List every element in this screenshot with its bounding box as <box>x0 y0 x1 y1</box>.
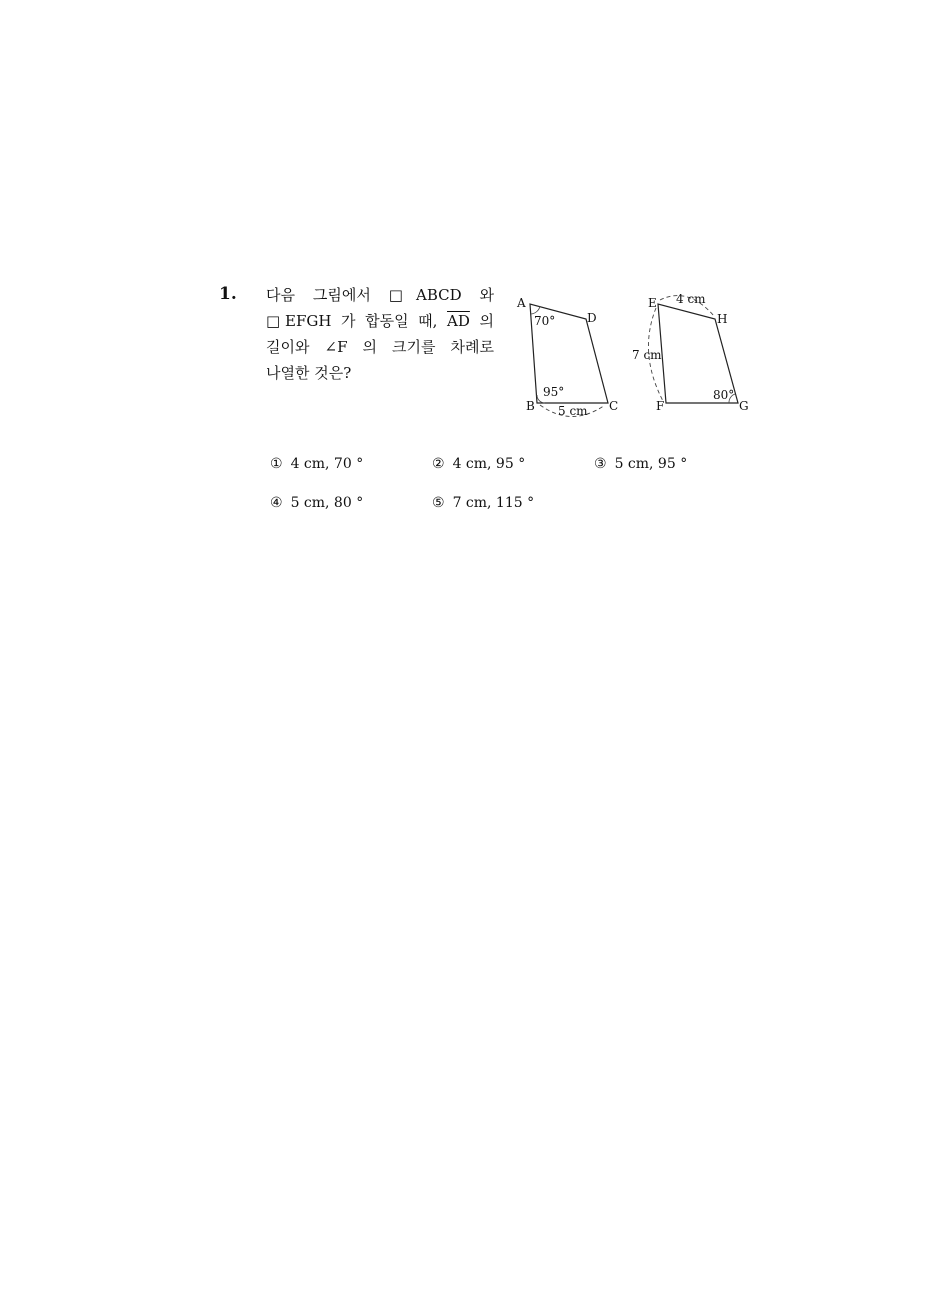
stem-line-2 <box>266 308 494 334</box>
choice-4[interactable] <box>270 495 363 511</box>
choice-1-text: 4 cm, 70 ° <box>290 456 364 472</box>
choice-4-mark: ④ <box>270 495 283 511</box>
choice-5-text: 7 cm, 115 ° <box>452 495 535 511</box>
choice-3[interactable] <box>594 456 687 472</box>
stem-line-2-text: □EFGH 가 합동일 때, <box>266 312 438 330</box>
quadrilateral-figure <box>510 288 760 428</box>
choice-3-text: 5 cm, 95 ° <box>614 456 688 472</box>
side-eh-length: 4 cm <box>676 292 706 306</box>
label-g: G <box>739 399 749 413</box>
choice-5-mark: ⑤ <box>432 495 445 511</box>
label-c: C <box>609 399 619 413</box>
choice-1-mark: ① <box>270 456 283 472</box>
angle-a-arc <box>531 306 540 314</box>
choice-1[interactable] <box>270 456 363 472</box>
label-f: F <box>656 399 665 413</box>
stem-line-1: 다음 그림에서 □ABCD 와 <box>266 286 494 304</box>
angle-a-value: 70° <box>534 314 556 328</box>
choice-3-mark: ③ <box>594 456 607 472</box>
label-e: E <box>648 296 657 310</box>
side-bc-length: 5 cm <box>558 404 588 418</box>
choice-2-mark: ② <box>432 456 445 472</box>
side-ef-length: 7 cm <box>632 348 662 362</box>
choice-4-text: 5 cm, 80 ° <box>290 495 364 511</box>
segment-ad: $\overline{AD}$ <box>447 312 470 330</box>
label-a: A <box>517 296 526 310</box>
angle-g-value: 80° <box>713 388 735 402</box>
question-number: 1. <box>219 284 237 304</box>
angle-b-value: 95° <box>543 385 565 399</box>
choice-5[interactable] <box>432 495 534 511</box>
label-d: D <box>587 311 597 325</box>
stem-line-3: 길이와 ∠F 의 크기를 차례로 <box>266 338 494 356</box>
stem-line-4: 나열한 것은? <box>266 364 352 382</box>
stem-line-2-end: 의 <box>479 312 494 330</box>
choice-2[interactable] <box>432 456 525 472</box>
question-stem <box>266 282 494 386</box>
label-h: H <box>717 312 728 326</box>
label-b: B <box>526 399 535 413</box>
choice-2-text: 4 cm, 95 ° <box>452 456 526 472</box>
